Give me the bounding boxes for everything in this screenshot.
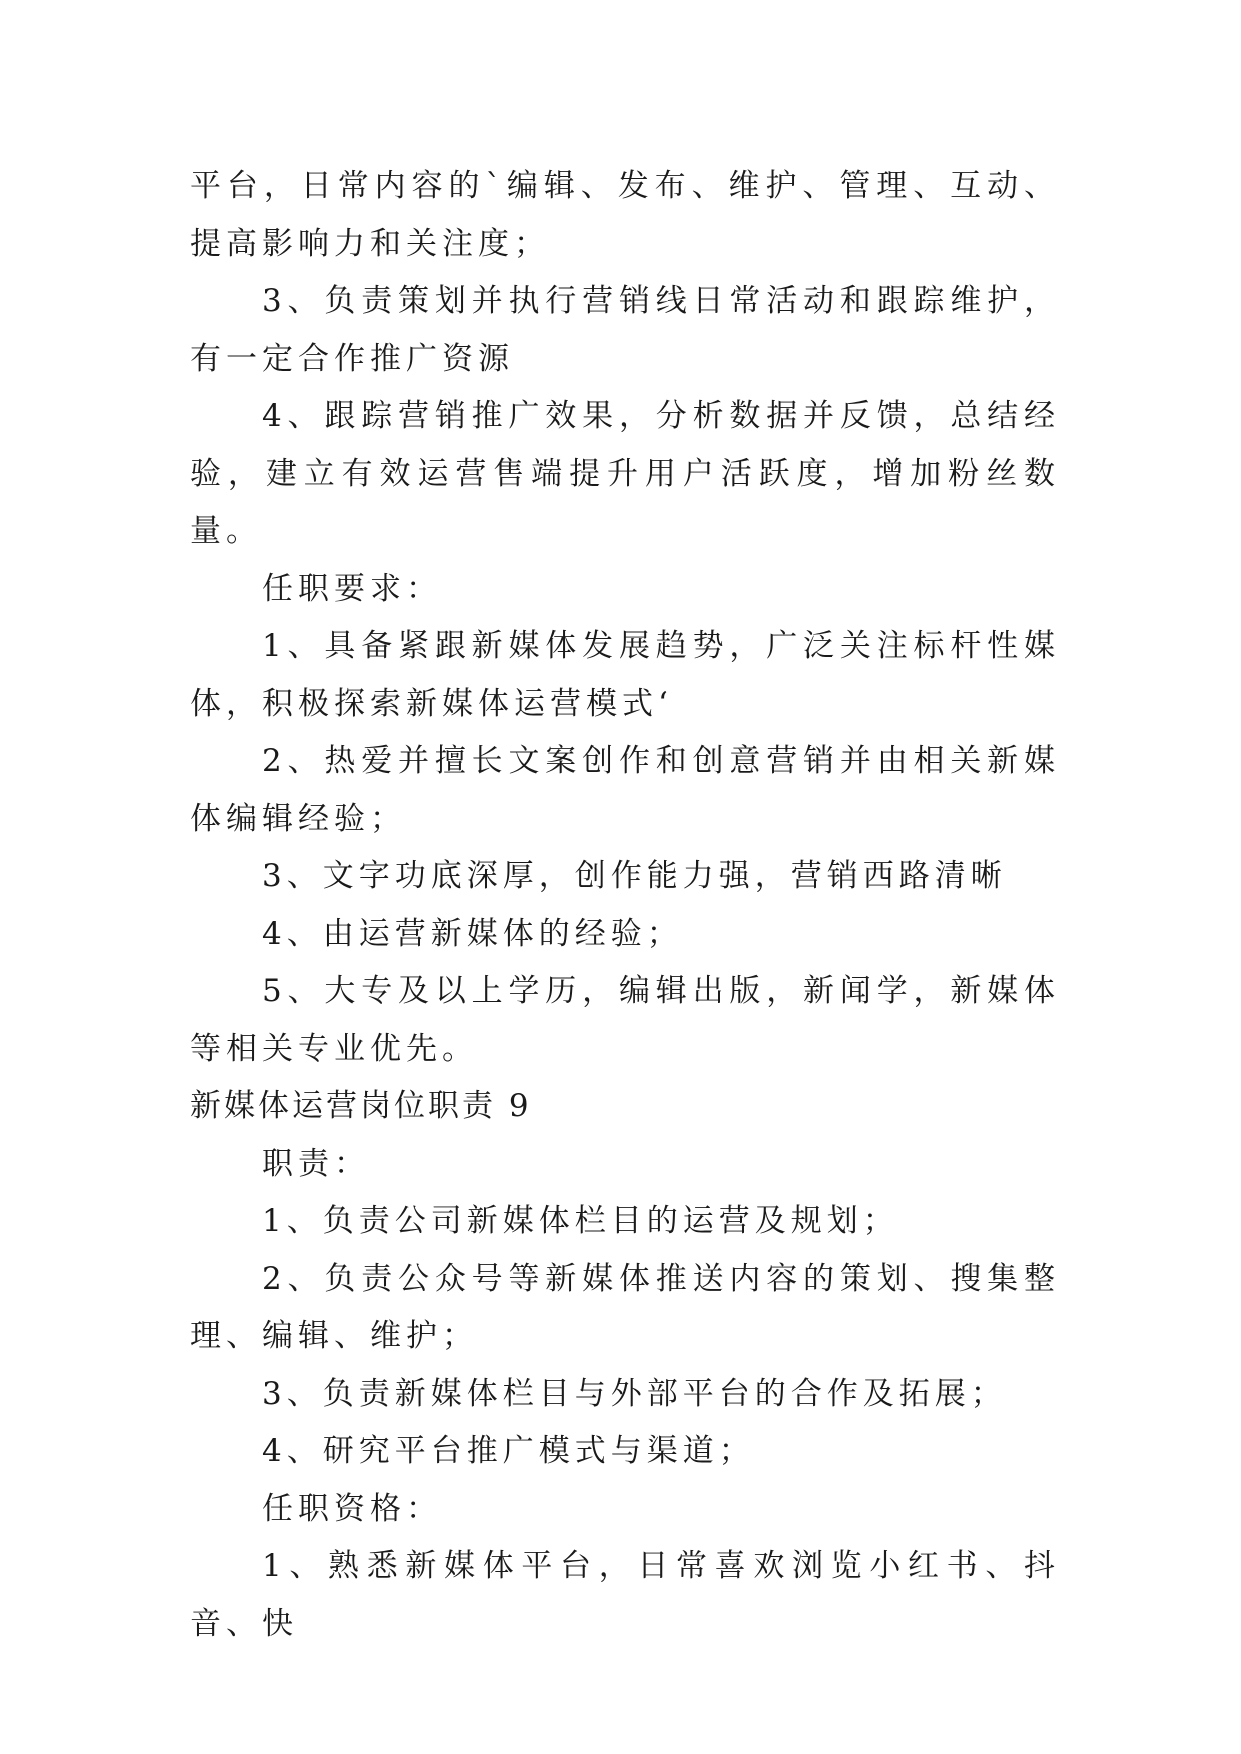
duty-item-4: 4、跟踪营销推广效果，分析数据并反馈，总结经验，建立有效运营售端提升用户活跃度，增加粉丝数量。 (190, 398, 1060, 549)
duty-item-4b: 4、研究平台推广模式与渠道； (262, 1433, 755, 1469)
duties-heading: 职责： (262, 1145, 370, 1182)
qualification-item-1: 1、熟悉新媒体平台，日常喜欢浏览小红书、抖音、快 (190, 1548, 1060, 1642)
requirement-item-2: 2、热爱并擅长文案创作和创意营销并由相关新媒体编辑经验； (190, 743, 1060, 837)
document-body (190, 158, 1060, 1653)
requirement-item-1: 1、具备紧跟新媒体发展趋势，广泛关注标杆性媒体，积极探索新媒体运营模式‘ (190, 628, 1060, 722)
paragraph-continuation: 平台，日常内容的`编辑、发布、维护、管理、互动、提高影响力和关注度； (190, 168, 1060, 262)
duty-item-1: 1、负责公司新媒体栏目的运营及规划； (262, 1203, 899, 1239)
duty-item-3: 3、负责策划并执行营销线日常活动和跟踪维护，有一定合作推广资源 (190, 283, 1060, 377)
duty-item-3b: 3、负责新媒体栏目与外部平台的合作及拓展； (262, 1375, 1007, 1412)
requirement-item-4: 4、由运营新媒体的经验； (262, 915, 683, 952)
qualifications-heading: 任职资格： (262, 1490, 442, 1527)
section-title: 新媒体运营岗位职责 9 (190, 1088, 532, 1124)
requirements-heading: 任职要求： (262, 570, 442, 607)
requirement-item-5: 5、大专及以上学历，编辑出版，新闻学，新媒体等相关专业优先。 (190, 973, 1060, 1067)
requirement-item-3: 3、文字功底深厚，创作能力强，营销西路清晰 (262, 858, 1007, 894)
duty-item-2: 2、负责公众号等新媒体推送内容的策划、搜集整理、编辑、维护； (190, 1260, 1060, 1354)
